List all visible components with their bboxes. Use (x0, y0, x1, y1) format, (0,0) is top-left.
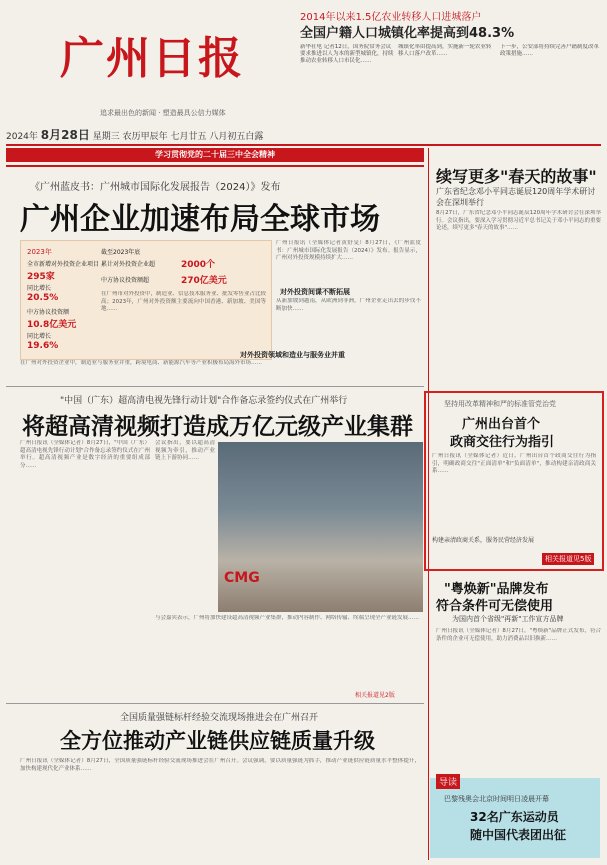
right-story-2-sub: 为国内首个省级"再新"工作宣方品牌 (452, 615, 564, 623)
guide-box (430, 778, 600, 858)
newspaper-logo: 广州日报 (60, 33, 244, 84)
top-text-col-1: 新华社电 记者12日，国务院常务会议要求推进以人为本的新型城镇化，持续推动农业转移人口市民化…… (300, 44, 394, 64)
lead-divider (6, 165, 424, 167)
box-kicker: 坚持用改革精神和严的标准管党治党 (444, 400, 556, 408)
second-body-3: 与会嘉宾表示，广州将加快建设超高清视频产业集群，推动内容制作、网络传输、终端呈现全产业链发展…… (155, 615, 420, 621)
highlight-box (424, 391, 604, 571)
third-kicker: 全国质量强链标杆经验交流现场推进会在广州召开 (120, 713, 319, 723)
stat-value: 10.8亿美元 (27, 320, 77, 330)
guide-title-1: 32名广东运动员 (470, 810, 559, 824)
lead-sub-1: 对外投资间谍不断拓展 (280, 288, 350, 296)
stat-label: 全市新增对外投资企业项目 (27, 261, 100, 268)
stats-notes: 在广州市对外投资中，制造业、信息技术服务业、批发零售业占比较高；2023年，广州对外投资额主要流向中国香港、新加坡、美国等地…… (101, 291, 266, 312)
lead-body-1: 广州日报讯（全媒体记者黄舒旻）8月27日，《广州蓝皮书：广州城市国际化发展报告（2024）》发布。报告显示，广州对外投资规模持续扩大…… (276, 240, 421, 261)
right-story-2-body: 广州日报讯（全媒体记者）8月27日，"粤焕新"品牌正式发布，符合条件的企业可无偿使用，助力消费品以旧换新…… (436, 628, 601, 642)
stat-value: 295家 (27, 272, 55, 282)
section-divider-2 (6, 703, 424, 704)
stat-label: 同比增长 (27, 333, 52, 340)
date-year: 2024年 (6, 132, 38, 142)
stat-label: 中方协议投资额超 (101, 277, 150, 284)
second-kicker: "中国（广东）超高清电视先锋行动计划"合作备忘录签约仪式在广州举行 (60, 396, 348, 406)
right-story-1-sub: 广东省纪念邓小平同志诞辰120周年学术研讨会在深圳举行 (436, 187, 596, 207)
stats-box (20, 240, 272, 360)
box-title-1: 广州出台首个 (462, 417, 541, 432)
second-caption: 相关报道见2版 (355, 692, 395, 699)
box-more: 构建亲清政商关系，服务民营经济发展 (432, 537, 535, 544)
right-story-2-title-2: 符合条件可无偿使用 (436, 599, 554, 614)
third-body: 广州日报讯（全媒体记者）8月27日，全国质量强链标杆经验交流现场推进会在广州召开。会议强调，要以质量强链为抓手，推动产业链供应链质量水平整体提升，加快构建现代化产业体系…… (20, 758, 420, 772)
stat-value: 19.6% (27, 341, 59, 351)
cmg-logo: CMG (224, 570, 260, 586)
section-divider (6, 386, 424, 387)
stat-value: 20.5% (27, 293, 59, 303)
masthead-divider (6, 144, 601, 146)
box-tag: 相关报道见5版 (542, 553, 594, 565)
top-text-col-3: 下一步，公安部将持续完善户籍制度改革政策措施…… (500, 44, 600, 57)
box-title-2: 政商交往行为指引 (450, 435, 555, 450)
top-text-col-2: 城镇化率由提高到，实施新一轮农业转移人口落户改革…… (398, 44, 492, 57)
stat-label: 同比增长 (27, 285, 52, 292)
second-body-1: 广州日报讯（全媒体记者）8月27日，"中国（广东）超高清电视先锋行动计划"合作备忘录签约仪式在广州举行。超高清视频产业是数字经济的重要组成部分…… (20, 440, 150, 469)
weekday: 星期三 (92, 132, 120, 142)
right-story-2-title-1: "粤焕新"品牌发布 (444, 582, 549, 597)
guide-label: 导读 (436, 774, 460, 789)
stat-year: 2023年 (27, 248, 52, 256)
stat-label: 累计对外投资企业超 (101, 261, 156, 268)
event-photo (218, 442, 423, 612)
top-headline-2: 全国户籍人口城镇化率提高到48.3% (300, 26, 515, 41)
slogan: 追求最出色的新闻 · 塑造最具公信力媒体 (100, 109, 226, 117)
second-title: 将超高清视频打造成万亿元级产业集群 (22, 413, 413, 440)
lead-body-3: 在广州对外投资企业中，制造业与服务业并重，跨境电商、新能源汽车等产业积极布局海外市场…… (20, 360, 263, 366)
top-headline-1: 2014年以来1.5亿农业转移人口进城落户 (300, 12, 482, 23)
right-story-1-title: 续写更多"春天的故事" (436, 167, 597, 186)
stat-value: 270亿美元 (181, 276, 227, 286)
date-block (6, 126, 263, 143)
lunar-date: 农历甲辰年 七月廿五 八月初五白露 (122, 132, 264, 142)
lead-body-2: 从新加坡到越南，从欧洲到非洲，广州企业走出去的步伐不断加快…… (276, 298, 421, 312)
date-day: 8月28日 (40, 128, 90, 142)
stat-value: 2000个 (181, 260, 216, 270)
stat-label: 中方协议投资额 (27, 309, 70, 316)
box-body: 广州日报讯（全媒体记者）近日，广州出台首个政商交往行为指引，明确政商交往"正面清单"和"负面清单"，推动构建亲清政商关系…… (432, 453, 596, 474)
guide-text: 巴黎残奥会北京时间明日凌晨开幕 (444, 795, 549, 803)
lead-sub-2: 对外投资领域和造业与服务业并重 (240, 351, 345, 359)
lead-kicker: 《广州蓝皮书：广州城市国际化发展报告（2024）》发布 (30, 182, 281, 193)
right-story-1-body: 8月27日，广东省纪念邓小平同志诞辰120周年学术研讨会在深圳举行。会议指出，要深入学习贯彻习近平总书记关于邓小平同志的重要论述，续写更多"春天的故事"…… (436, 210, 601, 231)
theme-banner: 学习贯彻党的二十届三中全会精神 (6, 148, 424, 162)
guide-title-2: 随中国代表团出征 (470, 828, 567, 842)
stat-label: 截至2023年底 (101, 249, 141, 256)
lead-title: 广州企业加速布局全球市场 (20, 202, 380, 237)
second-body-2: 会议指出，要以超高清视频为牵引，推动产业链上下游协同…… (155, 440, 215, 461)
third-title: 全方位推动产业链供应链质量升级 (60, 728, 375, 753)
